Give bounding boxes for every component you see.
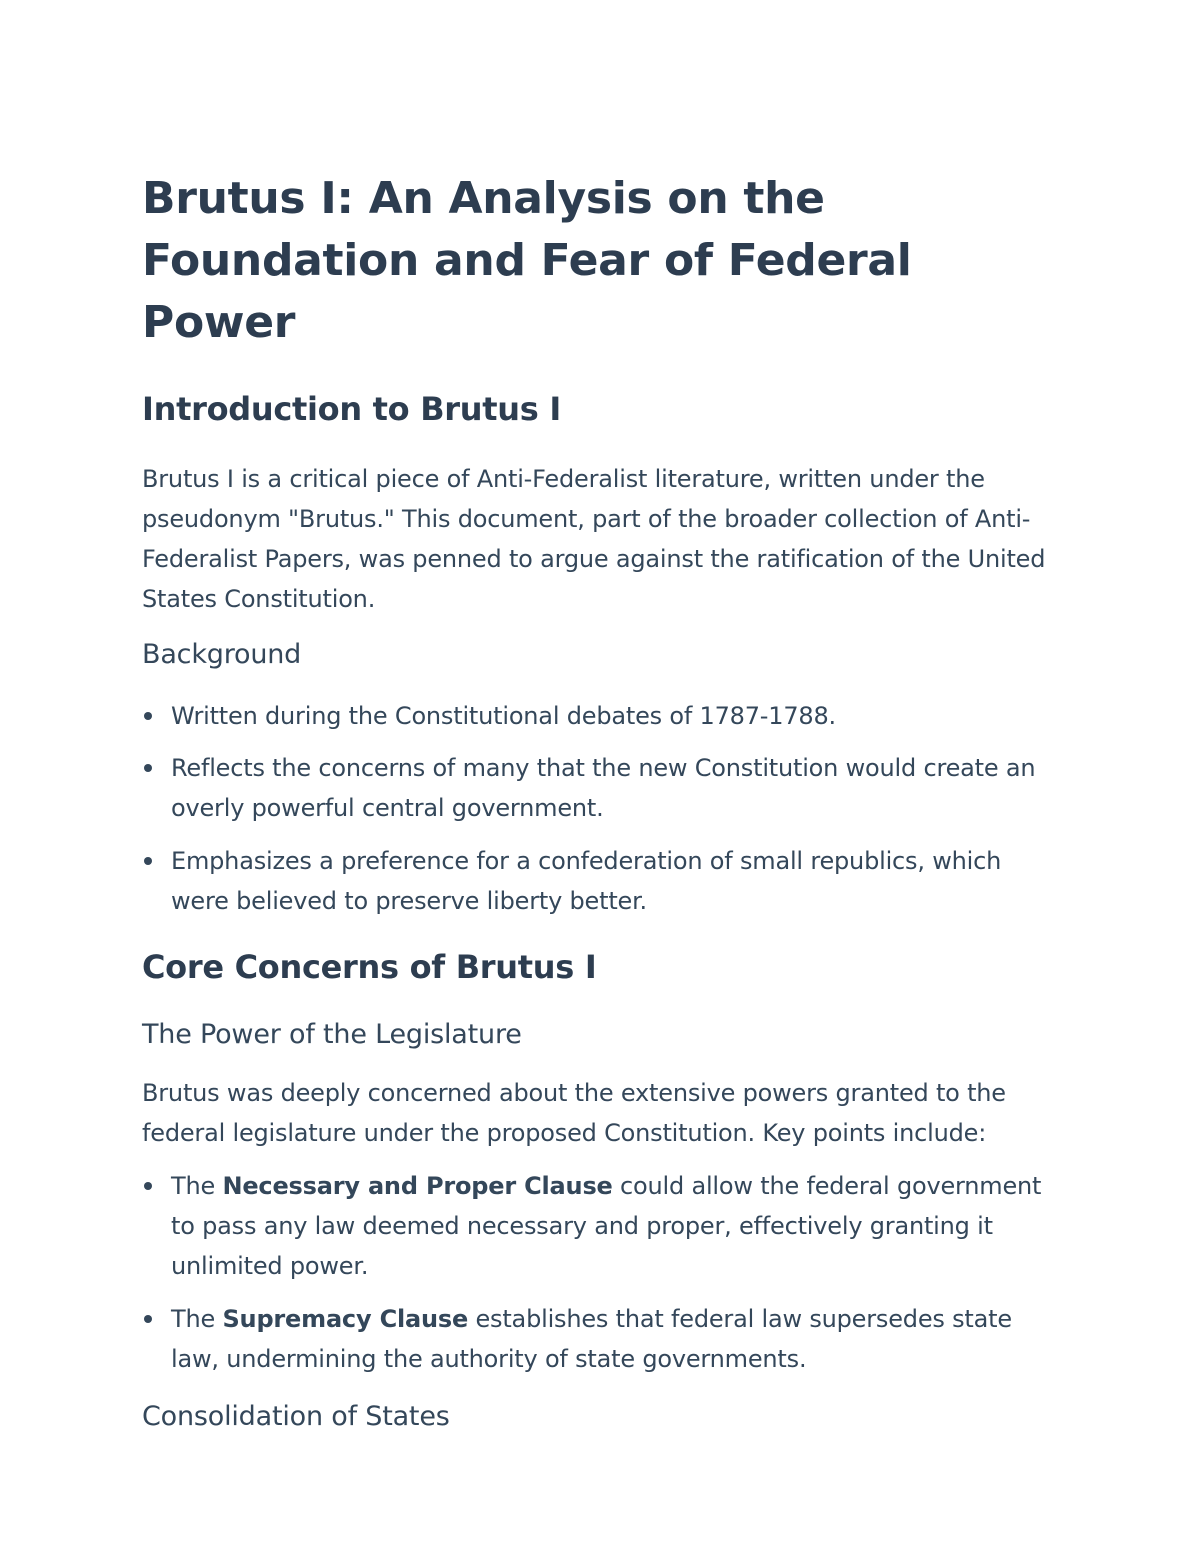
- document-title: Brutus I: An Analysis on the Foundation and Fear of Federal Power: [142, 173, 912, 348]
- subsection-heading-consolidation: Consolidation of States: [142, 1401, 450, 1432]
- subsection-heading-legislature: The Power of the Legislature: [142, 1019, 522, 1050]
- list-item-text: Emphasizes a preference for a confederation of small republics, which were believed to preserve liberty better.: [171, 847, 1002, 915]
- list-item: [142, 1299, 1062, 1379]
- bullet-icon: [144, 712, 152, 720]
- list-item-suffix: establishes that federal law supersedes state law, undermining the authority of state governments.: [171, 1305, 1012, 1373]
- list-item-bold-term: Necessary and Proper Clause: [222, 1172, 613, 1200]
- list-item-prefix: The: [171, 1305, 223, 1333]
- list-item: [142, 1166, 1062, 1286]
- list-item: [142, 748, 1062, 828]
- legislature-list: [142, 1166, 1062, 1379]
- list-item: [142, 696, 1062, 736]
- document-page: [142, 168, 1062, 1437]
- background-list: [142, 696, 1062, 921]
- list-item: [142, 841, 1062, 921]
- subsection-heading-background: Background: [142, 639, 302, 670]
- legislature-paragraph: Brutus was deeply concerned about the extensive powers granted to the federal legislature under the proposed Constitution. Key points include:: [142, 1079, 1006, 1147]
- intro-paragraph: Brutus I is a critical piece of Anti-Federalist literature, written under the pseudonym "Brutus." This document, part of the broader collection of Anti-Federalist Papers, was penned to argue against the ratification of the United States Constitution.: [142, 465, 1046, 613]
- bullet-icon: [144, 1315, 152, 1323]
- list-item-text: Written during the Constitutional debates of 1787-1788.: [171, 702, 836, 730]
- section-heading-core-concerns: Core Concerns of Brutus I: [142, 948, 597, 986]
- list-item-bold-term: Supremacy Clause: [222, 1305, 469, 1333]
- bullet-icon: [144, 1182, 152, 1190]
- list-item-text: Reflects the concerns of many that the new Constitution would create an overly powerful central government.: [171, 754, 1036, 822]
- section-heading-introduction: Introduction to Brutus I: [142, 390, 561, 428]
- bullet-icon: [144, 764, 152, 772]
- bullet-icon: [144, 857, 152, 865]
- list-item-prefix: The: [171, 1172, 223, 1200]
- list-item-suffix: could allow the federal government to pass any law deemed necessary and proper, effectively granting it unlimited power.: [171, 1172, 1042, 1280]
